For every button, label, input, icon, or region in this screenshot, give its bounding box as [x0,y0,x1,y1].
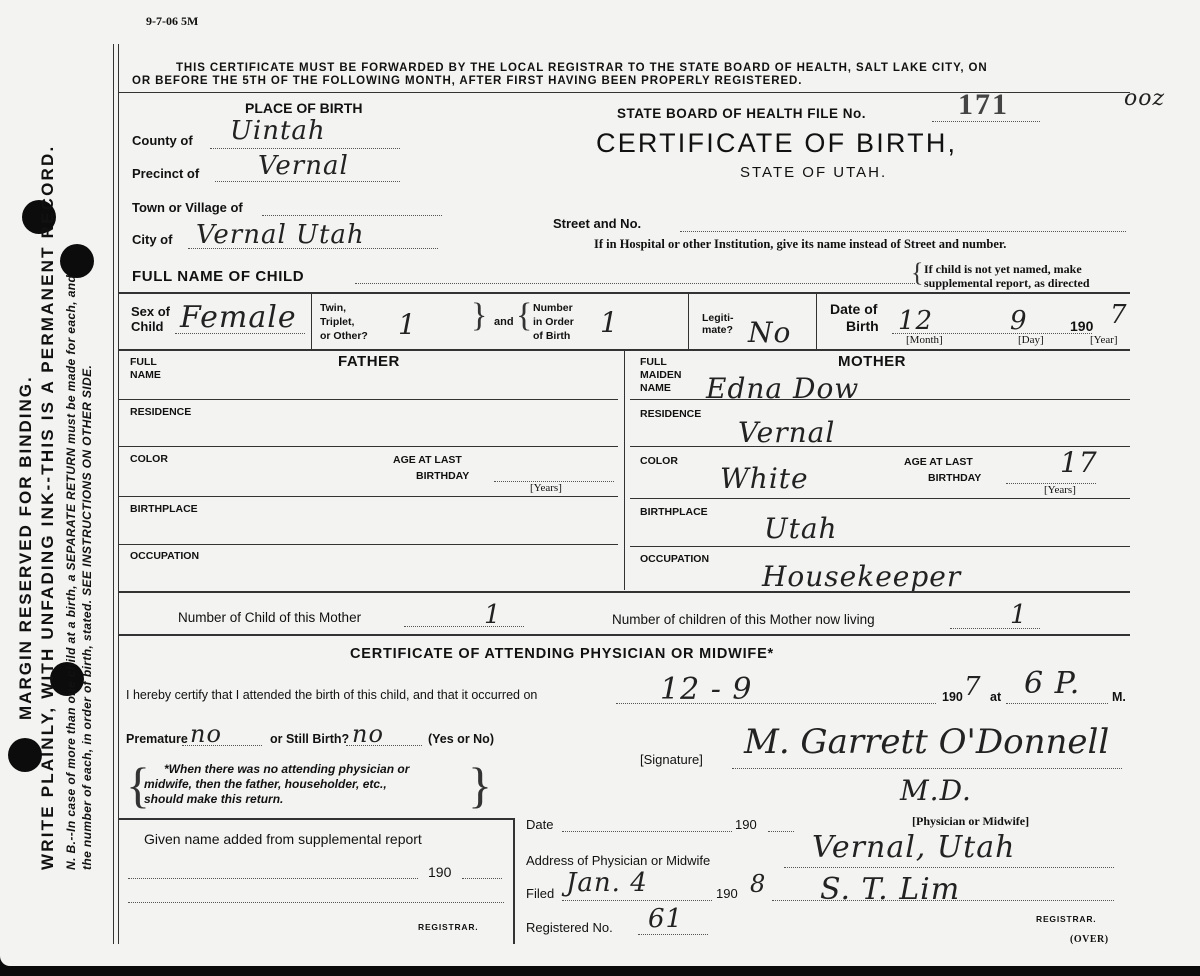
address-dots [784,867,1114,868]
filed-year-digit: 8 [750,870,767,898]
date-year-printed: 190 [735,817,757,832]
city-value: Vernal Utah [196,220,365,250]
date-label-1: Date of [830,301,878,317]
mother-heading: MOTHER [838,353,906,370]
year-digit: 7 [1110,300,1128,330]
county-value: Uintah [230,116,326,146]
mother-age-value: 17 [1060,446,1098,479]
certify-text: I hereby certify that I attended the birth of this child, and that it occurred on [126,688,538,702]
left-border-inner [118,44,119,944]
county-dots [210,148,400,149]
notice-line-1: THIS CERTIFICATE MUST BE FORWARDED BY THE LOCAL REGISTRAR TO THE STATE BOARD OF HEALTH, SALT LAKE CITY, ON [176,62,988,74]
registered-value: 61 [648,904,684,934]
rule-physician-top [118,634,1130,636]
certify-at: at [990,690,1002,704]
living-value: 1 [1010,600,1028,630]
father-residence-label: RESIDENCE [130,406,192,418]
date-label-2: Birth [846,318,879,334]
certify-date-value: 12 - 9 [660,672,753,707]
mother-color-value: White [720,462,809,495]
place-of-birth-heading: PLACE OF BIRTH [245,100,363,116]
supplemental-year-dots [462,878,502,879]
registrar-signature: S. T. Lim [820,872,961,907]
full-name-dots [355,283,915,284]
order-label-2: in Order [533,316,574,328]
supplemental-box-right [513,818,515,944]
father-occupation-label: OCCUPATION [130,550,200,562]
town-dots [262,215,442,216]
father-heading: FATHER [338,353,400,370]
legit-label-1: Legiti- [702,312,734,324]
birth-day: 9 [1010,306,1028,336]
father-color-label: COLOR [130,453,168,465]
physician-md: M.D. [900,774,972,807]
registered-dots [638,934,708,935]
mother-occupation-label: OCCUPATION [640,553,710,565]
filed-year-printed: 190 [716,886,738,901]
order-divider [688,293,689,349]
precinct-label: Precinct of [132,166,200,181]
nb-text-1: N. B.--In case of more than one child at a birth, a SEPARATE RETURN must be made for each, and [64,274,78,870]
binding-hole-2 [60,244,94,278]
form-code: 9-7-06 5M [146,14,199,28]
father-rule-3 [118,496,618,497]
margin-note: ooz [1124,86,1166,111]
supplemental-year: 190 [428,864,452,880]
registered-label: Registered No. [526,920,613,935]
father-years-caption: [Years] [530,482,562,494]
sex-divider [311,293,312,349]
hospital-note: If in Hospital or other Institution, give its name instead of Street and number. [594,237,1007,251]
precinct-value: Vernal [258,151,349,181]
triplet-label: Triplet, [320,316,355,328]
address-label: Address of Physician or Midwife [526,853,711,868]
living-label: Number of children of this Mother now living [612,612,875,627]
certify-time-dots [1006,703,1108,704]
file-no-label: STATE BOARD OF HEALTH FILE No. [617,106,866,121]
mother-years-caption: [Years] [1044,484,1076,496]
mother-rule-3 [630,498,1130,499]
mother-age-label-2: BIRTHDAY [928,472,982,484]
order-value: 1 [600,306,619,339]
mother-residence-label: RESIDENCE [640,408,702,420]
rule-counts-top [118,591,1130,593]
legit-value: No [748,316,792,349]
mother-residence-value: Vernal [738,416,836,449]
year-caption: [Year] [1090,334,1118,346]
mother-name-label: NAME [640,382,671,394]
not-named-note-1: If child is not yet named, make [924,262,1082,276]
other-label: or Other? [320,330,368,342]
supplemental-box-top [118,818,513,820]
physician-signature: M. Garrett O'Donnell [744,722,1110,762]
file-no-value: 171 [958,88,1009,121]
father-age-label-2: BIRTHDAY [416,470,470,482]
father-rule-4 [118,544,618,545]
legit-divider [816,293,817,349]
order-brace: { [516,297,533,334]
filed-dots [562,900,712,901]
mother-occupation-value: Housekeeper [762,560,962,593]
nb-text-2: the number of each, in order of birth, stated. SEE INSTRUCTIONS ON OTHER SIDE. [80,364,94,870]
notice-line-2: OR BEFORE THE 5TH OF THE FOLLOWING MONTH, AFTER FIRST HAVING BEEN PROPERLY REGISTERED. [132,75,803,87]
date-label: Date [526,817,554,832]
mother-maiden-label: MAIDEN [640,369,682,381]
signature-label: [Signature] [640,752,703,767]
date-year-dots [768,831,794,832]
order-label-1: Number [533,302,573,314]
child-number-dots [404,626,524,627]
certify-year-digit: 7 [964,672,982,702]
twin-brace: } [471,297,488,334]
supplemental-dots-2 [128,902,504,903]
certify-year-printed: 190 [942,690,963,704]
yes-no-note: (Yes or No) [428,732,494,746]
town-label: Town or Village of [132,200,243,215]
parents-divider [624,350,625,590]
father-birthplace-label: BIRTHPLACE [130,503,198,515]
full-name-label: FULL NAME OF CHILD [132,268,305,285]
day-caption: [Day] [1018,334,1044,346]
write-plainly-text: WRITE PLAINLY, WITH UNFADING INK--THIS IS A PERMANENT RECORD. [38,144,57,870]
filed-label: Filed [526,886,555,901]
county-label: County of [132,133,193,148]
sex-dots [175,333,305,334]
over-label: (OVER) [1070,934,1109,945]
certify-time-value: 6 P. [1024,666,1081,701]
child-number-label: Number of Child of this Mother [178,610,362,625]
legit-label-2: mate? [702,324,733,336]
mother-rule-4 [630,546,1130,547]
mother-birthplace-value: Utah [764,512,838,545]
father-full-label: FULL [130,356,157,368]
sex-value: Female [180,300,297,335]
filed-value: Jan. 4 [566,868,648,898]
mother-rule-1 [630,399,1130,400]
city-label: City of [132,232,173,247]
order-label-3: of Birth [533,330,571,342]
street-label: Street and No. [553,216,642,231]
month-caption: [Month] [906,334,943,346]
certify-meridiem: M. [1112,690,1126,704]
precinct-dots [215,181,400,182]
father-age-label-1: AGE AT LAST [393,454,462,466]
twin-value: 1 [398,308,417,341]
supplemental-dots [128,878,418,879]
not-named-note-2: supplemental report, as directed [924,276,1090,290]
certificate-title: CERTIFICATE OF BIRTH, [596,128,958,158]
physician-heading: CERTIFICATE OF ATTENDING PHYSICIAN OR MIDWIFE* [350,646,774,662]
registrar-label: REGISTRAR. [1036,914,1097,924]
twin-label: Twin, [320,302,347,314]
mother-age-label-1: AGE AT LAST [904,456,973,468]
margin-reserved-text: MARGIN RESERVED FOR BINDING. [16,375,35,720]
father-rule-1 [118,399,618,400]
mother-birthplace-label: BIRTHPLACE [640,506,708,518]
sex-label: Sex of Child [131,304,171,334]
birth-month: 12 [898,306,934,336]
address-value: Vernal, Utah [812,830,1016,865]
physician-caption: [Physician or Midwife] [912,814,1030,828]
midwife-note-brace-left: { [126,757,150,813]
name-brace: { [911,258,924,287]
midwife-note-brace-right: } [468,757,492,813]
mother-color-label: COLOR [640,455,678,467]
midwife-note: *When there was no attending physician or midwife, then the father, householder, etc., should make this return. [144,762,410,806]
street-dots [680,231,1126,232]
premature-label: Premature [126,732,188,746]
binding-hole-4 [8,738,42,772]
stillbirth-value: no [352,720,384,748]
supplemental-label: Given name added from supplemental report [144,831,422,847]
mother-full-label: FULL [640,356,667,368]
mother-rule-2 [630,446,1130,447]
father-rule-2 [118,446,618,447]
and-label: and [494,316,514,328]
father-name-label: NAME [130,369,161,381]
stillbirth-label: or Still Birth? [270,732,350,746]
mother-name-value: Edna Dow [706,372,860,405]
rule-child-top [118,292,1130,294]
date-dots-bottom [562,831,732,832]
year-printed: 190 [1070,318,1094,334]
child-number-value: 1 [484,600,502,630]
state-subtitle: STATE OF UTAH. [740,164,888,181]
signature-dots [732,768,1122,769]
premature-value: no [190,720,222,748]
left-border [113,44,114,944]
supplemental-registrar: REGISTRAR. [418,922,479,932]
